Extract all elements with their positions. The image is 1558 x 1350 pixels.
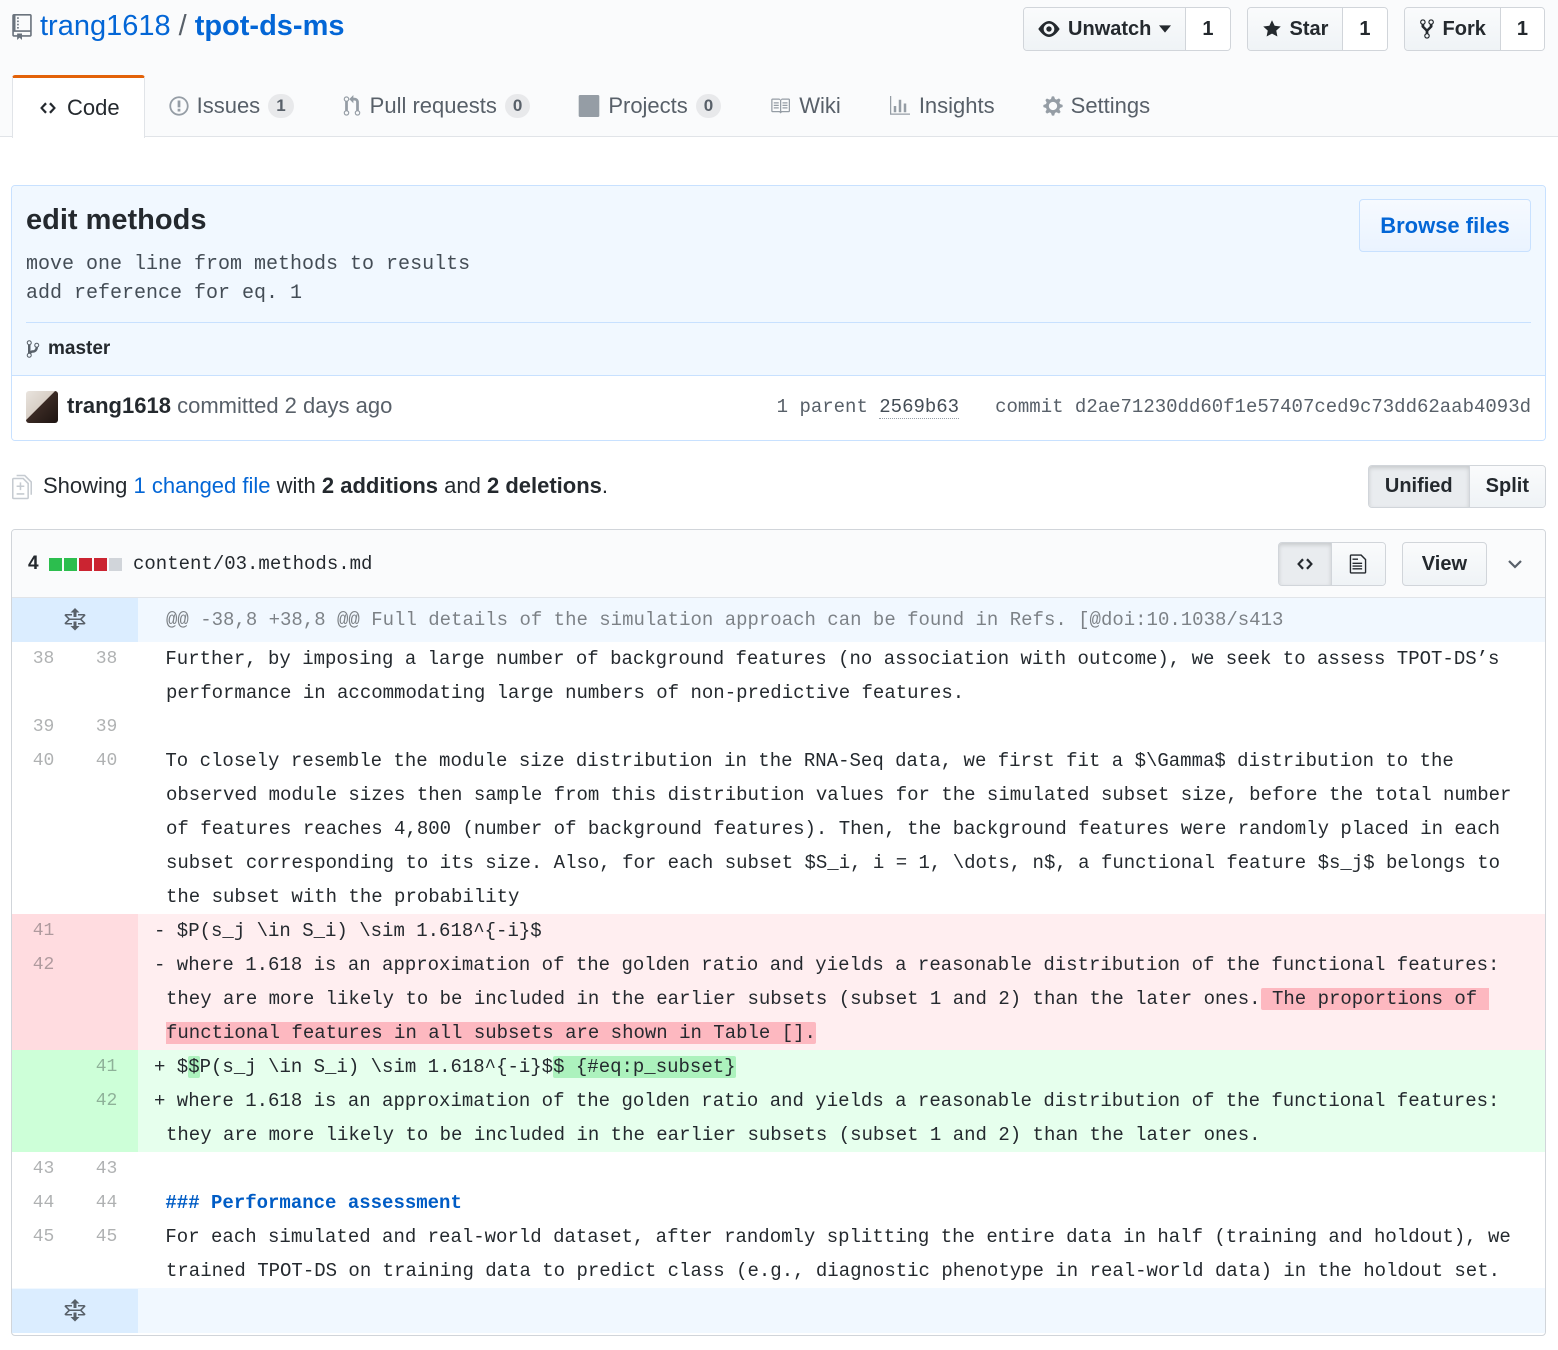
unfold-icon xyxy=(63,608,87,632)
view-file-button[interactable]: View xyxy=(1402,542,1487,586)
line-code xyxy=(138,1152,1545,1186)
repo-separator: / xyxy=(178,10,187,42)
deleted-line xyxy=(12,948,1545,1050)
unfold-icon xyxy=(63,1299,87,1323)
fork-label: Fork xyxy=(1442,17,1486,40)
branch-name[interactable]: master xyxy=(48,338,111,359)
added-line xyxy=(12,1084,1545,1152)
old-line-number[interactable]: 39 xyxy=(32,717,55,737)
tab-pull-requests-label: Pull requests xyxy=(369,93,497,118)
changed-files-link[interactable]: 1 changed file xyxy=(133,473,271,498)
repo-actions xyxy=(1023,7,1545,51)
diff-summary-text xyxy=(43,473,608,499)
commit-sha: d2ae71230dd60f1e57407ced9c73dd62aab4093d xyxy=(1074,396,1531,418)
line-code: - $P(s_j \in S_i) \sim 1.618^{-i}$ xyxy=(154,920,542,942)
line-code xyxy=(138,710,1545,744)
rich-diff-button[interactable] xyxy=(1332,543,1385,585)
caret-down-icon xyxy=(1159,25,1171,33)
author-link[interactable]: trang1618 xyxy=(67,393,171,418)
line-code: + where 1.618 is an approximation of the golden ratio and yields a reasonable distribution of the functional features: they are more likely to be included in the earlier subsets (subset 1 and 2) than the later ones. xyxy=(154,1090,1511,1146)
old-line-number[interactable] xyxy=(12,1050,75,1084)
new-line-number[interactable]: 44 xyxy=(95,1193,118,1213)
new-line-number[interactable]: 38 xyxy=(95,649,118,669)
browse-files-button[interactable]: Browse files xyxy=(1359,199,1531,252)
old-line-number[interactable]: 42 xyxy=(12,948,75,1050)
new-line-number[interactable]: 40 xyxy=(95,751,118,771)
commit-shas xyxy=(777,396,1531,418)
file-header xyxy=(12,530,1545,598)
diffstat-block-del xyxy=(94,558,107,571)
diffstat-blocks xyxy=(49,558,122,571)
line-code xyxy=(138,1186,1545,1220)
diff-table xyxy=(12,598,1545,1333)
diffstat xyxy=(28,553,122,575)
expand-down-button[interactable] xyxy=(12,1289,138,1333)
commit-box xyxy=(11,185,1546,441)
file-diff xyxy=(11,529,1546,1336)
removed-text-highlight: The proportions of functional features in all subsets are shown in Table []. xyxy=(166,988,1489,1044)
hunk-header xyxy=(12,598,1545,642)
added-text-highlight: $ {#eq:p_subset} xyxy=(553,1056,736,1078)
diff-line xyxy=(12,1152,1545,1186)
line-code: To closely resemble the module size distribution in the RNA-Seq data, we first fit a $\Gamma$ distribution to the observed module sizes then sample from this distribution values for the simulated subset size, before the total number of features reaches 4,800 (number of background features). Then, the background features were randomly placed in each subset corresponding to its size. Also, for each subset $S_i, i = 1, \dots, n$, a functional feature $s_j$ belongs to the subset with the probability xyxy=(154,750,1523,908)
commit-description: move one line from methods to results add reference for eq. 1 xyxy=(26,253,471,305)
and-text: and xyxy=(444,473,481,498)
tab-wiki[interactable] xyxy=(745,75,865,137)
commit-author-line xyxy=(67,393,392,419)
diffstat-block-add xyxy=(64,558,77,571)
file-options-toggle[interactable] xyxy=(1503,559,1527,569)
period-text: . xyxy=(601,473,609,498)
diffstat-block-neutral xyxy=(109,558,122,571)
tab-projects-label: Projects xyxy=(608,93,688,118)
old-line-number[interactable]: 43 xyxy=(32,1159,55,1179)
commit-summary xyxy=(12,186,1545,376)
file-actions xyxy=(1278,542,1527,586)
avatar[interactable] xyxy=(26,391,58,423)
diffstat-block-del xyxy=(79,558,92,571)
tab-issues-label: Issues xyxy=(196,93,261,118)
line-code xyxy=(138,1050,1545,1084)
split-button[interactable]: Split xyxy=(1470,466,1545,507)
file-diff-icon xyxy=(12,474,32,500)
fork-icon xyxy=(1419,18,1435,40)
hunk-footer xyxy=(12,1288,1545,1333)
diff-line xyxy=(12,744,1545,914)
line-code: Further, by imposing a large number of background features (no association with outcome), we seek to assess TPOT-DS’s performance in accommodating large numbers of non-predictive features. xyxy=(154,648,1511,704)
deletions-count: 2 deletions xyxy=(486,473,602,498)
with-text: with xyxy=(276,473,316,498)
new-line-number[interactable] xyxy=(75,914,138,948)
diff-line xyxy=(12,710,1545,744)
diff-summary xyxy=(12,468,1546,508)
diffstat-count: 4 xyxy=(28,553,39,574)
unwatch-button[interactable] xyxy=(1024,8,1185,50)
old-line-number[interactable]: 40 xyxy=(32,751,55,771)
gear-icon xyxy=(1043,95,1063,117)
old-line-number[interactable]: 44 xyxy=(32,1193,55,1213)
fork-count[interactable]: 1 xyxy=(1500,8,1544,50)
repo-title xyxy=(12,10,345,43)
fork-button[interactable] xyxy=(1405,8,1500,50)
line-code-unchanged: - where 1.618 is an approximation of the golden ratio and yields a reasonable distribution of the functional features: they are more likely to be included in the earlier subsets (subset 1 and 2) than the later ones. xyxy=(154,954,1511,1010)
new-line-number[interactable]: 41 xyxy=(75,1050,138,1084)
commit-title: edit methods xyxy=(26,204,207,236)
code-icon xyxy=(37,99,59,117)
tab-issues[interactable] xyxy=(145,75,318,137)
diffstat-block-add xyxy=(49,558,62,571)
display-toggle xyxy=(1278,542,1386,586)
chevron-down-icon xyxy=(1507,559,1523,569)
new-line-number[interactable]: 43 xyxy=(95,1159,118,1179)
divider xyxy=(26,322,1531,323)
additions-count: 2 additions xyxy=(321,473,439,498)
tab-settings-label: Settings xyxy=(1070,93,1151,118)
star-group xyxy=(1247,7,1388,51)
diff-line xyxy=(12,1186,1545,1220)
repo-header xyxy=(0,0,1558,137)
repo-name-link[interactable]: tpot-ds-ms xyxy=(194,10,345,42)
old-line-number[interactable] xyxy=(12,1084,75,1152)
star-button[interactable] xyxy=(1248,8,1343,50)
graph-icon xyxy=(889,96,911,116)
projects-counter: 0 xyxy=(696,94,721,118)
tab-pull-requests[interactable] xyxy=(318,75,555,137)
new-line-number[interactable]: 45 xyxy=(95,1227,118,1247)
parent-label: 1 parent xyxy=(776,396,868,418)
file-name-link[interactable]: content/03.methods.md xyxy=(133,553,373,575)
fork-group xyxy=(1404,7,1545,51)
diff-line xyxy=(12,642,1545,710)
star-label: Star xyxy=(1289,17,1329,40)
hunk-text: @@ -38,8 +38,8 @@ Full details of the simulation approach can be found in Refs. [@doi:10.1038/s413 xyxy=(166,609,1284,631)
branch-info xyxy=(26,338,110,360)
repo-owner-link[interactable]: trang1618 xyxy=(40,10,171,42)
line-code: For each simulated and real-world dataset, after randomly splitting the entire data in half (training and holdout), we trained TPOT-DS on training data to predict class (e.g., diagnostic phenotype in real-world data) in the holdout set. xyxy=(154,1226,1523,1282)
added-line xyxy=(12,1050,1545,1084)
issues-counter: 1 xyxy=(268,94,293,118)
tab-projects[interactable] xyxy=(554,75,745,137)
expand-up-button[interactable] xyxy=(12,598,138,642)
diff-view-toggle xyxy=(1368,465,1546,508)
star-icon xyxy=(1262,19,1282,39)
git-branch-icon xyxy=(26,339,40,359)
tab-code[interactable] xyxy=(12,75,145,138)
old-line-number[interactable]: 38 xyxy=(32,649,55,669)
tab-insights-label: Insights xyxy=(918,93,995,118)
line-code xyxy=(138,948,1545,1050)
unwatch-label: Unwatch xyxy=(1068,17,1152,40)
parent-info xyxy=(777,396,959,418)
project-icon xyxy=(578,95,600,117)
issue-opened-icon xyxy=(169,95,189,117)
new-line-number[interactable]: 42 xyxy=(75,1084,138,1152)
watch-count[interactable]: 1 xyxy=(1185,8,1229,50)
watch-group xyxy=(1023,7,1230,51)
star-count[interactable]: 1 xyxy=(1342,8,1386,50)
source-diff-button[interactable] xyxy=(1279,543,1332,585)
tab-code-label: Code xyxy=(67,95,120,120)
old-line-number[interactable]: 45 xyxy=(32,1227,55,1247)
deleted-line xyxy=(12,914,1545,948)
repo-icon xyxy=(12,14,32,40)
commit-label: commit xyxy=(995,396,1064,418)
book-icon xyxy=(769,96,791,116)
line-code-unchanged: + $ xyxy=(154,1056,189,1078)
diff-line xyxy=(12,1220,1545,1288)
markdown-heading: ### Performance assessment xyxy=(165,1192,462,1214)
tab-wiki-label: Wiki xyxy=(799,93,841,118)
new-line-number[interactable]: 39 xyxy=(95,717,118,737)
code-icon xyxy=(1294,555,1316,573)
git-pull-request-icon xyxy=(342,95,362,117)
repo-nav xyxy=(12,75,1174,137)
file-text-icon xyxy=(1349,553,1367,575)
added-text-highlight: $ xyxy=(188,1056,200,1078)
tab-insights[interactable] xyxy=(865,75,1019,137)
commit-sha-info xyxy=(995,396,1531,418)
eye-icon xyxy=(1038,21,1060,37)
commit-time: committed 2 days ago xyxy=(177,393,393,418)
tab-settings[interactable] xyxy=(1019,75,1175,137)
new-line-number[interactable] xyxy=(75,948,138,1050)
parent-sha-link[interactable]: 2569b63 xyxy=(879,396,960,418)
unified-button[interactable]: Unified xyxy=(1369,466,1470,507)
showing-text: Showing xyxy=(43,473,128,498)
line-code-unchanged: P(s_j \in S_i) \sim 1.618^{-i}$ xyxy=(199,1056,554,1078)
pulls-counter: 0 xyxy=(505,94,530,118)
old-line-number[interactable]: 41 xyxy=(12,914,75,948)
commit-meta xyxy=(12,377,1545,441)
